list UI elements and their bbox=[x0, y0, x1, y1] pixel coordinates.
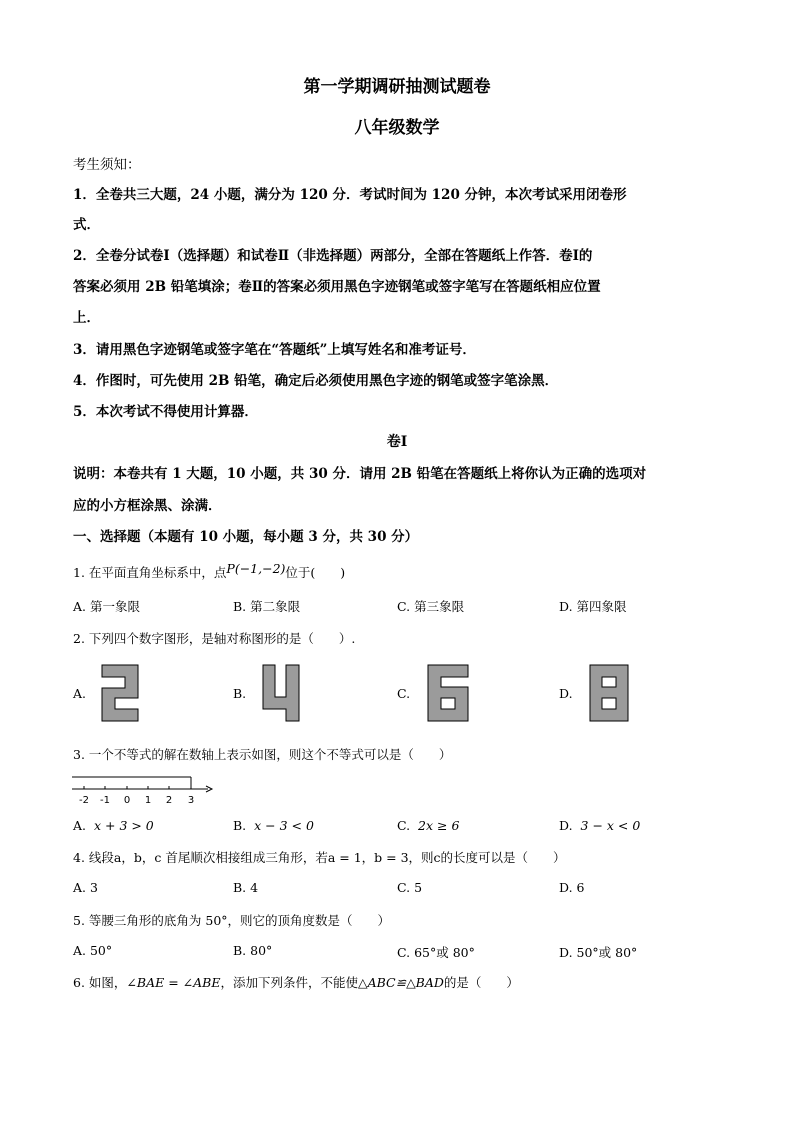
tick-label: 1 bbox=[144, 795, 152, 806]
q2-option-b-label[interactable]: B. bbox=[233, 686, 247, 701]
notice-line-2b: 答案必须用 2B 铅笔填涂；卷Ⅱ的答案必须用黑色字迹钢笔或签字笔写在答题纸相应位置 bbox=[73, 279, 601, 295]
notice-heading: 考生须知： bbox=[73, 157, 141, 173]
q1-stem-post: 位于( ) bbox=[285, 565, 346, 580]
section-desc-a: 说明：本卷共有 1 大题，10 小题，共 30 分．请用 2B 铅笔在答题纸上将你认为正确的选项对 bbox=[73, 466, 647, 482]
tick-label: -1 bbox=[100, 795, 110, 806]
section-desc-b: 应的小方框涂黑、涂满． bbox=[73, 498, 222, 514]
q3-option-c[interactable] bbox=[397, 818, 459, 833]
q2-option-d-label[interactable]: D. bbox=[559, 686, 573, 701]
q3-stem: 3. 一个不等式的解在数轴上表示如图，则这个不等式可以是（ ） bbox=[73, 747, 452, 762]
tick-label: 0 bbox=[123, 795, 131, 806]
q6-stem bbox=[73, 973, 519, 991]
tick-label: 2 bbox=[165, 795, 173, 806]
section-title: 卷Ⅰ bbox=[386, 434, 408, 450]
digit-2-figure bbox=[101, 664, 139, 722]
q5-option-a[interactable]: A. 50° bbox=[73, 943, 113, 958]
notice-line-2a: 2．全卷分试卷Ⅰ（选择题）和试卷Ⅱ（非选择题）两部分，全部在答题纸上作答．卷Ⅰ的 bbox=[73, 248, 593, 264]
notice-line-1a: 1．全卷共三大题，24 小题，满分为 120 分．考试时间为 120 分钟，本次考试采用闭卷形 bbox=[73, 187, 627, 203]
q1-option-b[interactable]: B. 第二象限 bbox=[233, 599, 301, 614]
q5-option-b[interactable]: B. 80° bbox=[233, 943, 273, 958]
notice-line-2c: 上． bbox=[73, 310, 100, 326]
page-subtitle: 八年级数学 bbox=[354, 118, 440, 138]
q6-stem-mid: ，添加下列条件，不能使 bbox=[220, 975, 358, 990]
q4-option-b[interactable]: B. 4 bbox=[233, 880, 259, 895]
q5-stem: 5. 等腰三角形的底角为 50°，则它的顶角度数是（ ） bbox=[73, 913, 391, 928]
option-math: 3 − x < 0 bbox=[580, 818, 641, 833]
tick-label: -2 bbox=[79, 795, 89, 806]
option-letter: D. bbox=[559, 818, 573, 833]
option-letter: A. bbox=[73, 818, 87, 833]
tick-label: 3 bbox=[187, 795, 195, 806]
q6-stem-post: 的是（ ） bbox=[443, 975, 519, 990]
number-line-figure bbox=[70, 773, 215, 809]
q1-stem-math: P(−1,−2) bbox=[226, 561, 286, 576]
q1-stem-pre: 1. 在平面直角坐标系中，点 bbox=[73, 565, 227, 580]
q6-stem-math-1: ∠BAE = ∠ABE bbox=[126, 975, 221, 990]
notice-line-5: 5．本次考试不得使用计算器． bbox=[73, 404, 258, 420]
q1-option-c[interactable]: C. 第三象限 bbox=[397, 599, 465, 614]
q6-stem-pre: 6. 如图， bbox=[73, 975, 127, 990]
q5-option-d[interactable]: D. 50°或 80° bbox=[559, 945, 638, 960]
page-title: 第一学期调研抽测试题卷 bbox=[303, 77, 491, 97]
q4-stem: 4. 线段a，b，c 首尾顺次相接组成三角形，若a = 1，b = 3，则c的长度可以是（ ） bbox=[73, 850, 566, 865]
q4-option-d[interactable]: D. 6 bbox=[559, 880, 585, 895]
q3-option-a[interactable] bbox=[73, 818, 154, 833]
option-letter: C. bbox=[397, 818, 411, 833]
q1-stem bbox=[73, 563, 345, 581]
q6-stem-math-2: △ABC≌△BAD bbox=[357, 975, 444, 990]
q2-option-c-label[interactable]: C. bbox=[397, 686, 411, 701]
option-math: 2x ≥ 6 bbox=[418, 818, 460, 833]
part-heading: 一、选择题（本题有 10 小题，每小题 3 分，共 30 分） bbox=[73, 529, 419, 545]
option-math: x + 3 > 0 bbox=[93, 818, 154, 833]
notice-line-1b: 式． bbox=[73, 217, 100, 233]
digit-6-figure bbox=[427, 664, 469, 722]
q2-stem: 2. 下列四个数字图形，是轴对称图形的是（ ）. bbox=[73, 631, 356, 646]
q4-option-a[interactable]: A. 3 bbox=[73, 880, 98, 895]
q1-option-a[interactable]: A. 第一象限 bbox=[73, 599, 140, 614]
q3-option-d[interactable] bbox=[559, 818, 640, 833]
q5-option-c[interactable]: C. 65°或 80° bbox=[397, 945, 475, 960]
q2-option-a-label[interactable]: A. bbox=[73, 686, 87, 701]
q4-option-c[interactable]: C. 5 bbox=[397, 880, 423, 895]
digit-4-figure bbox=[262, 664, 300, 722]
q1-option-d[interactable]: D. 第四象限 bbox=[559, 599, 627, 614]
q3-option-b[interactable] bbox=[233, 818, 314, 833]
option-math: x − 3 < 0 bbox=[254, 818, 314, 833]
notice-line-4: 4．作图时，可先使用 2B 铅笔，确定后必须使用黑色字迹的钢笔或签字笔涂黑． bbox=[73, 373, 559, 389]
digit-8-figure bbox=[589, 664, 629, 722]
option-letter: B. bbox=[233, 818, 247, 833]
notice-line-3: 3．请用黑色字迹钢笔或签字笔在“答题纸”上填写姓名和准考证号． bbox=[73, 342, 476, 358]
